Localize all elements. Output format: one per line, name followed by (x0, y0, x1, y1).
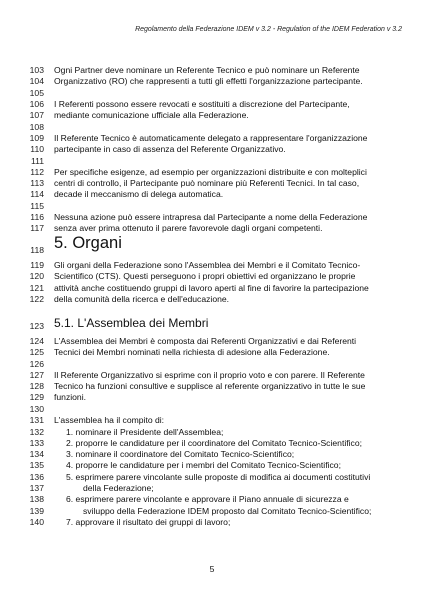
line-number: 112 (30, 167, 44, 177)
line-number: 140 (29, 517, 44, 527)
page-number: 5 (209, 564, 215, 574)
list-item: 4. proporre le candidature per i membri del Comitato Tecnico-Scientifico; (66, 460, 341, 470)
body-text-line: Tecnico ha funzioni consultive e supplisce al referente organizzativo in tutte le sue (54, 381, 366, 391)
body-text-line: Organizzativo (RO) che rappresenti a tutti gli effetti l'organizzazione partecipante. (54, 76, 363, 86)
body-text-line: della comunità della ricerca e dell'educazione. (54, 294, 230, 304)
line-number: 122 (29, 294, 44, 304)
body-text-line: partecipante in caso di assenza del Referente Organizzativo. (54, 144, 286, 154)
line-number: 131 (29, 415, 44, 425)
body-text-line: Tecnici dei Membri nominati nella richiesta di adesione alla Federazione. (54, 347, 330, 357)
body-text-line: L'Assemblea dei Membri è composta dai Referenti Organizzativi e dai Referenti (54, 336, 357, 346)
body-text-line: Il Referente Tecnico è automaticamente delegato a rappresentare l'organizzazione (54, 133, 368, 143)
list-item: 1. nominare il Presidente dell'Assemblea; (66, 427, 224, 437)
body-text-line: senza aver prima ottenuto il parere favorevole dagli organi competenti. (54, 223, 323, 233)
body-text-line: centri di controllo, il Partecipante può nominare più Referenti Tecnici. In tal caso, (54, 178, 360, 188)
line-number: 110 (30, 144, 44, 154)
body-text-line: Scientifico (CTS). Questi perseguono i propri obiettivi ed organizzano le proprie (54, 271, 356, 281)
line-number: 133 (29, 438, 44, 448)
line-number: 135 (29, 460, 44, 470)
line-number: 104 (29, 76, 44, 86)
line-number: 106 (29, 99, 44, 109)
body-text-line: mediante comunicazione ufficiale alla Federazione. (54, 110, 249, 120)
body-text-line: decade il meccanismo di delega automatica. (54, 189, 224, 199)
section-heading: 5. Organi (54, 234, 122, 252)
line-number: 121 (29, 283, 44, 293)
body-text-line: Per specifiche esigenze, ad esempio per organizzazioni distribuite e con molteplici (54, 167, 367, 177)
running-header: Regolamento della Federazione IDEM v 3.2 - Regulation of the IDEM Federation v 3.2 (135, 26, 402, 33)
line-number: 107 (29, 110, 44, 120)
line-number: 138 (29, 494, 44, 504)
body-text-line: I Referenti possono essere revocati e sostituiti a discrezione del Partecipante, (54, 99, 350, 109)
line-number: 119 (30, 260, 44, 270)
list-item: 3. nominare il coordinatore del Comitato Tecnico-Scientifico; (66, 449, 295, 459)
line-number: 115 (30, 201, 44, 211)
body-text-line: Ogni Partner deve nominare un Referente Tecnico e può nominare un Referente (54, 65, 360, 75)
line-number: 109 (29, 133, 44, 143)
line-number: 127 (29, 370, 44, 380)
line-number: 108 (29, 122, 44, 132)
body-text-line: Gli organi della Federazione sono l'Assemblea dei Membri e il Comitato Tecnico- (54, 260, 361, 270)
list-item-continuation: sviluppo della Federazione IDEM proposto dal Comitato Tecnico-Scientifico; (83, 506, 372, 516)
body-text-line: Nessuna azione può essere intrapresa dal Partecipante a nome della Federazione (54, 212, 368, 222)
line-number: 129 (29, 392, 44, 402)
line-number: 130 (29, 404, 44, 414)
line-number: 117 (30, 223, 44, 233)
list-item-continuation: della Federazione; (83, 483, 154, 493)
line-number: 105 (29, 88, 44, 98)
list-item: 5. esprimere parere vincolante sulle proposte di modifica ai documenti costitutivi (66, 472, 371, 482)
body-text-line: funzioni. (54, 392, 87, 402)
line-number: 118 (30, 245, 44, 255)
line-number: 111 (30, 156, 44, 166)
line-number: 134 (29, 449, 44, 459)
line-number: 113 (30, 178, 44, 188)
subsection-heading: 5.1. L'Assemblea dei Membri (54, 316, 209, 330)
line-number: 139 (29, 506, 44, 516)
line-number: 123 (29, 321, 44, 331)
list-item: 7. approvare il risultato dei gruppi di lavoro; (66, 517, 231, 527)
line-number: 132 (29, 427, 44, 437)
line-number: 125 (29, 347, 44, 357)
line-number: 114 (30, 189, 44, 199)
body-text-line: Il Referente Organizzativo si esprime con il proprio voto e con parere. Il Referente (54, 370, 365, 380)
line-number: 120 (29, 271, 44, 281)
line-number: 128 (29, 381, 44, 391)
line-number: 137 (29, 483, 44, 493)
body-text-line: attività anche costituendo gruppi di lavoro aperti al fine di favorire la partecipazione (54, 283, 369, 293)
line-number: 136 (29, 472, 44, 482)
list-item: 2. proporre le candidature per il coordinatore del Comitato Tecnico-Scientifico; (66, 438, 363, 448)
body-text-line: L'assemblea ha il compito di: (54, 415, 165, 425)
line-number: 124 (29, 336, 44, 346)
list-item: 6. esprimere parere vincolante e approvare il Piano annuale di sicurezza e (66, 494, 349, 504)
line-number: 103 (29, 65, 44, 75)
line-number: 116 (30, 212, 44, 222)
line-number: 126 (29, 359, 44, 369)
